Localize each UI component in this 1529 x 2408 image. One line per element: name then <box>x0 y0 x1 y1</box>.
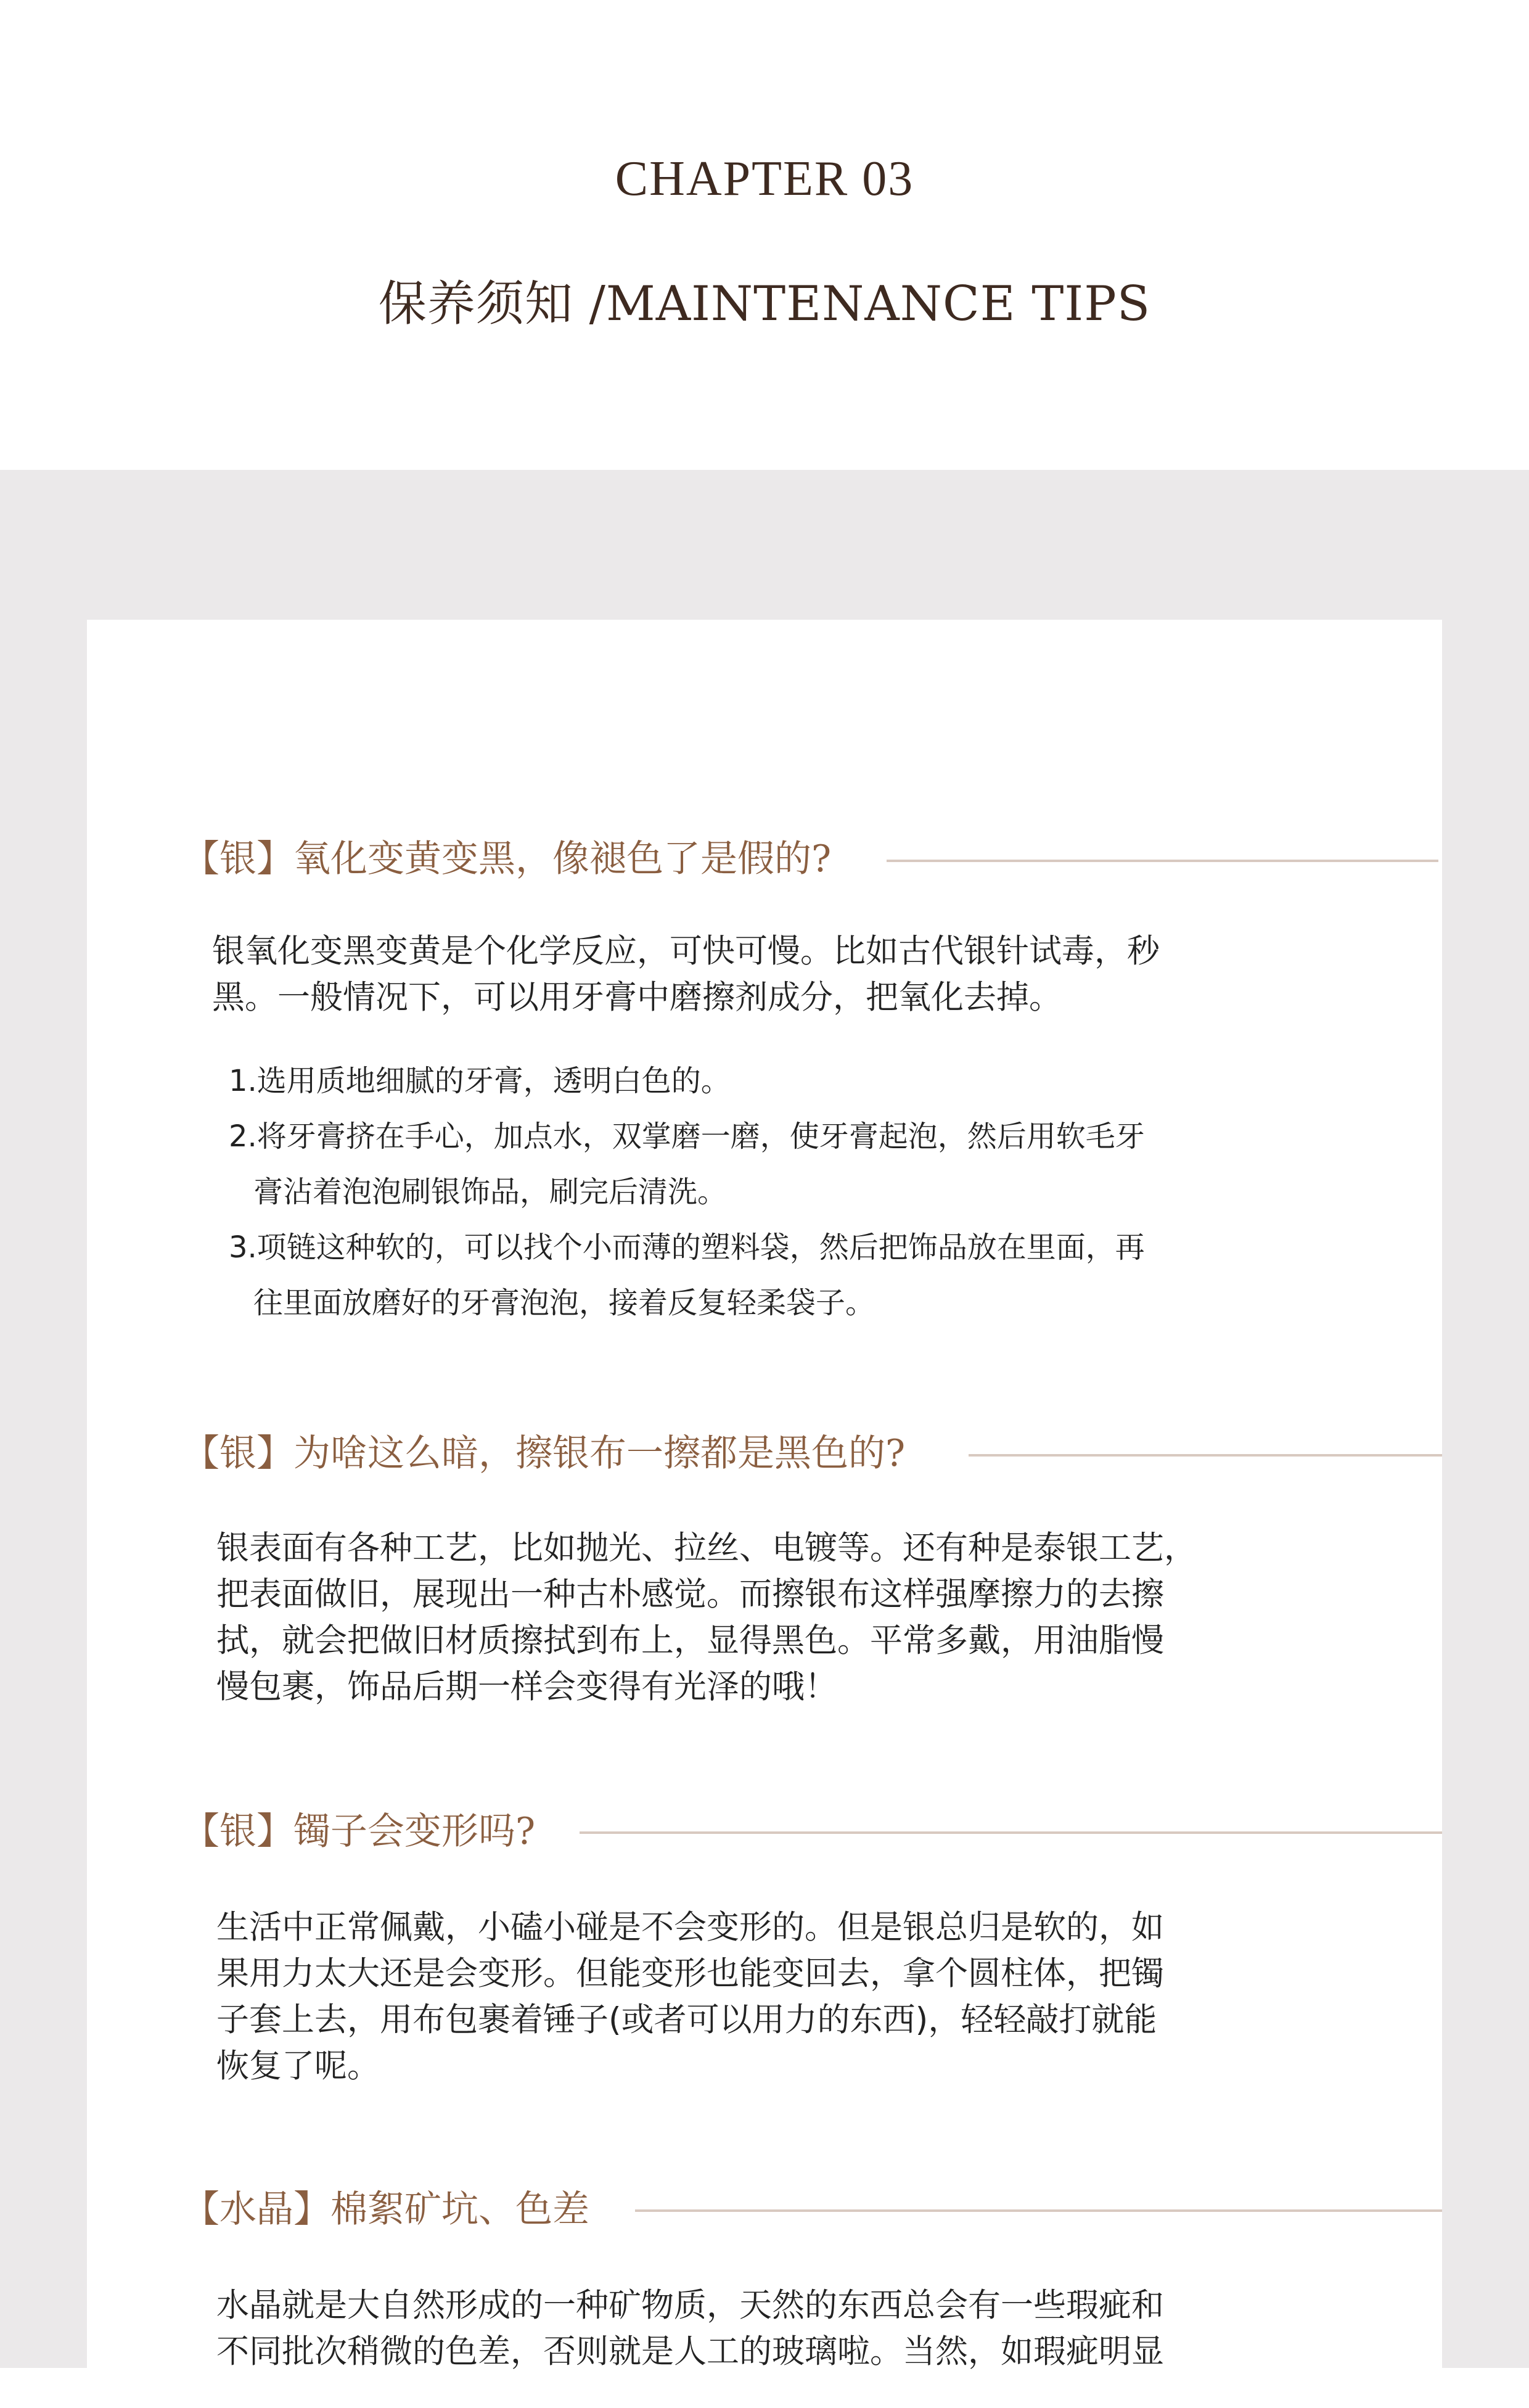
step-item <box>229 1220 1145 1331</box>
paragraph-line: 水晶就是大自然形成的一种矿物质，天然的东西总会有一些瑕疵和 <box>216 2287 1164 2324</box>
section-divider <box>580 1831 1442 1834</box>
paragraph-line: 把表面做旧，展现出一种古朴感觉。而擦银布这样强摩擦力的去擦 <box>216 1576 1164 1613</box>
chapter-number: CHAPTER 03 <box>615 152 914 206</box>
section-paragraph <box>216 1904 1164 2089</box>
step-line: 2.将牙膏挤在手心，加点水，双掌磨一磨，使牙膏起泡，然后用软毛牙 <box>229 1119 1145 1154</box>
section-paragraph <box>216 2282 1164 2375</box>
paragraph-line: 银氧化变黑变黄是个化学反应，可快可慢。比如古代银针试毒，秒 <box>212 932 1160 970</box>
step-line: 往里面放磨好的牙膏泡泡，接着反复轻柔袋子。 <box>253 1286 875 1320</box>
paragraph-line: 慢包裹，饰品后期一样会变得有光泽的哦！ <box>216 1668 837 1706</box>
step-item <box>229 1109 1145 1220</box>
section-title-crystal: 【水晶】棉絮矿坑、色差 <box>182 2188 589 2231</box>
section-divider <box>635 2209 1442 2212</box>
section-title-silver-oxidation: 【银】氧化变黄变黑，像褪色了是假的? <box>182 837 832 881</box>
section-divider <box>887 860 1438 862</box>
page-title: 保养须知 /MAINTENANCE TIPS <box>378 276 1151 332</box>
paragraph-line: 银表面有各种工艺，比如抛光、拉丝、电镀等。还有种是泰银工艺， <box>216 1529 1197 1567</box>
paragraph-line: 拭，就会把做旧材质擦拭到布上，显得黑色。平常多戴，用油脂慢 <box>216 1622 1164 1659</box>
step-line: 膏沾着泡泡刷银饰品，刷完后清洗。 <box>253 1175 728 1209</box>
step-line: 3.项链这种软的，可以找个小而薄的塑料袋，然后把饰品放在里面，再 <box>229 1230 1145 1265</box>
section-paragraph <box>212 928 1160 1021</box>
paragraph-line: 不同批次稍微的色差，否则就是人工的玻璃啦。当然，如瑕疵明显 <box>216 2333 1164 2370</box>
paragraph-line: 生活中正常佩戴，小磕小碰是不会变形的。但是银总归是软的，如 <box>216 1909 1164 1946</box>
chapter-header <box>0 0 1529 470</box>
paragraph-line: 黑。一般情况下，可以用牙膏中磨擦剂成分，把氧化去掉。 <box>212 979 1062 1016</box>
step-item <box>229 1053 1145 1109</box>
step-line: 1.选用质地细腻的牙膏，透明白色的。 <box>229 1064 731 1098</box>
section-title-silver-bracelet: 【银】镯子会变形吗? <box>182 1810 536 1853</box>
section-title-silver-dark: 【银】为啥这么暗，擦银布一擦都是黑色的? <box>182 1432 906 1475</box>
paragraph-line: 果用力太大还是会变形。但能变形也能变回去，拿个圆柱体，把镯 <box>216 1955 1164 1992</box>
paragraph-line: 恢复了呢。 <box>216 2047 380 2085</box>
cleaning-steps-list <box>229 1053 1145 1331</box>
content-card <box>87 620 1442 2408</box>
section-divider <box>969 1454 1442 1457</box>
paragraph-line: 子套上去，用布包裹着锤子(或者可以用力的东西)，轻轻敲打就能 <box>216 2001 1157 2039</box>
section-paragraph <box>216 1525 1197 1710</box>
